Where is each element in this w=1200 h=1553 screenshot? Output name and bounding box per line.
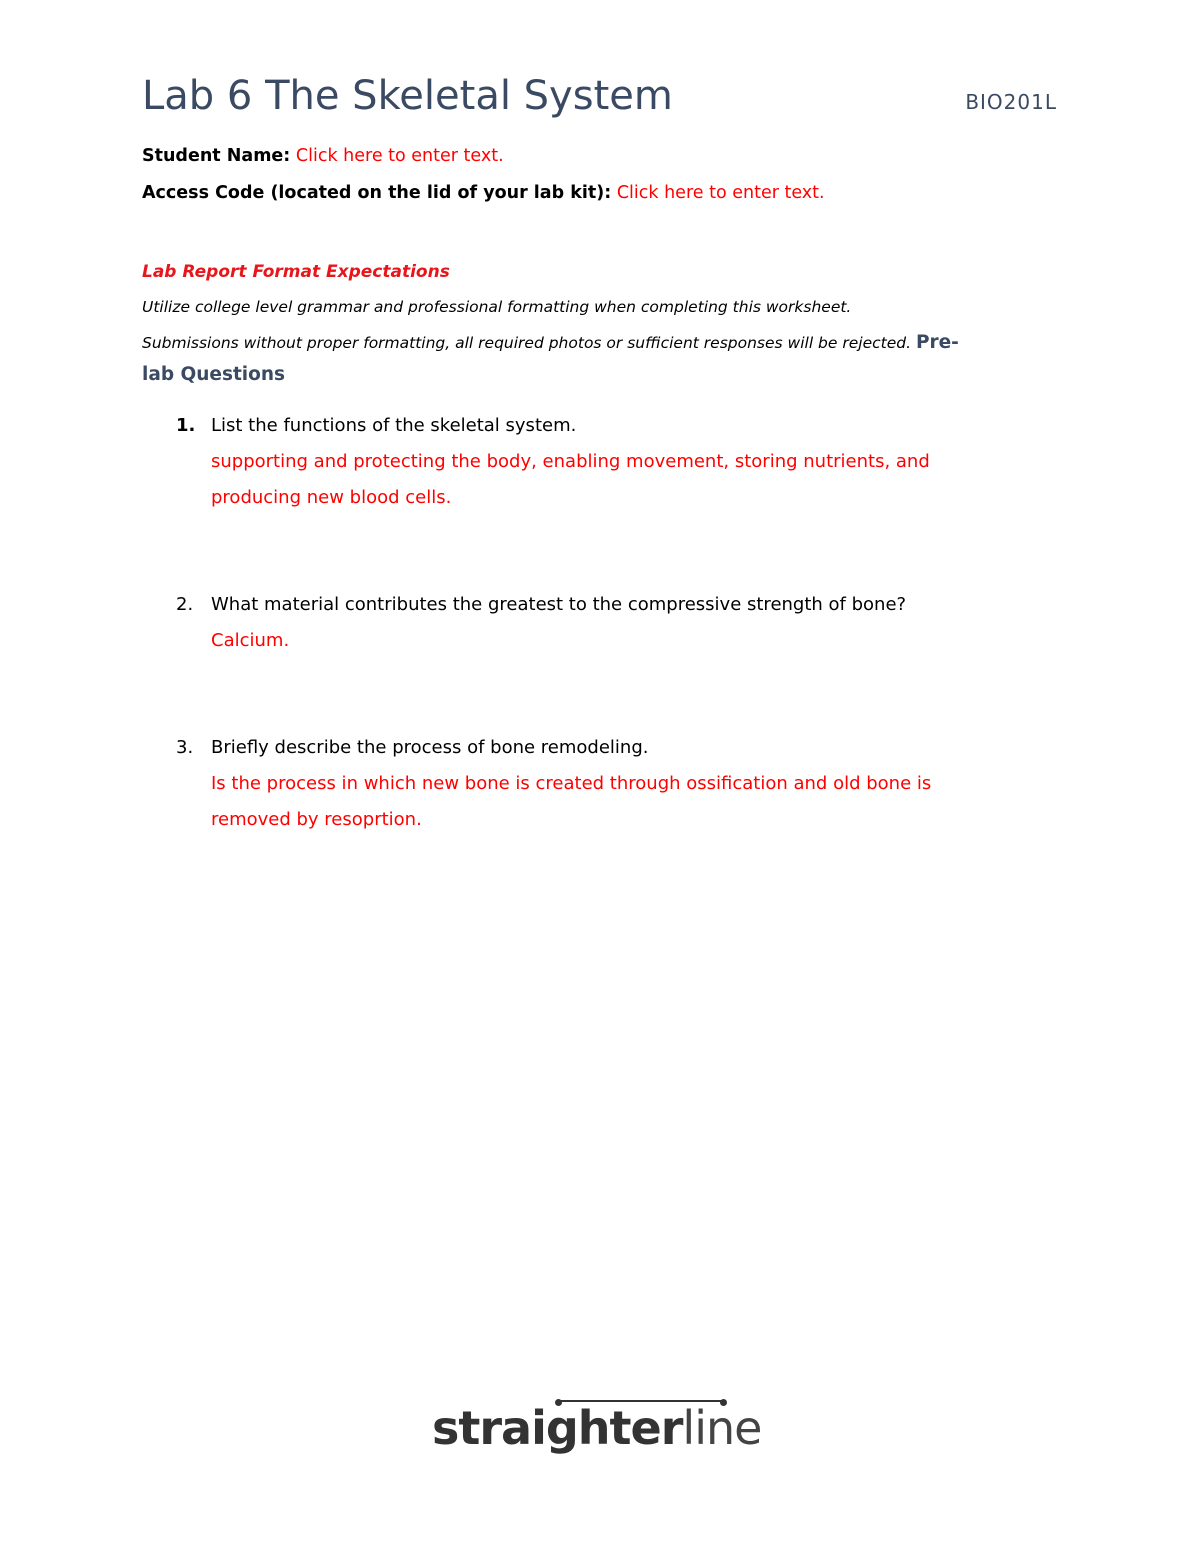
prelab-heading-part2: lab Questions <box>142 364 286 385</box>
question-1 <box>176 408 1000 516</box>
format-line-1: Utilize college level grammar and professional formatting when completing this worksheet. <box>142 298 852 316</box>
logo-wordmark <box>432 1402 761 1454</box>
question-2 <box>176 587 1000 659</box>
access-code-row <box>142 181 825 205</box>
question-number: 2. <box>176 594 194 615</box>
student-name-row <box>142 144 504 168</box>
access-code-label: Access Code (located on the lid of your lab kit): <box>142 183 612 203</box>
format-line-2 <box>142 332 959 353</box>
answer-text[interactable]: supporting and protecting the body, enabling movement, storing nutrients, and producing new blood cells. <box>211 451 930 508</box>
straighterline-logo <box>432 1398 762 1462</box>
question-text: List the functions of the skeletal system. <box>211 415 577 436</box>
question-3 <box>176 730 1000 838</box>
document-title: Lab 6 The Skeletal System <box>142 73 673 119</box>
student-name-field[interactable]: Click here to enter text. <box>295 146 504 166</box>
prelab-heading-part1: Pre- <box>915 332 959 353</box>
answer-text[interactable]: Is the process in which new bone is created through ossification and old bone is removed by resoprtion. <box>211 773 932 830</box>
question-number: 3. <box>176 737 194 758</box>
course-code: BIO201L <box>965 90 1057 114</box>
question-text: What material contributes the greatest to the compressive strength of bone? <box>211 594 907 615</box>
question-number: 1. <box>176 415 196 436</box>
access-code-field[interactable]: Click here to enter text. <box>616 183 825 203</box>
format-expectations-heading: Lab Report Format Expectations <box>142 262 450 282</box>
question-text: Briefly describe the process of bone remodeling. <box>211 737 649 758</box>
format-line-2-text: Submissions without proper formatting, all required photos or sufficient responses will be rejected. <box>142 334 912 352</box>
answer-text[interactable]: Calcium. <box>211 630 290 651</box>
student-name-label: Student Name: <box>142 146 291 166</box>
logo-bold-text: straighter <box>432 1401 683 1455</box>
logo-light-text: line <box>682 1401 762 1455</box>
